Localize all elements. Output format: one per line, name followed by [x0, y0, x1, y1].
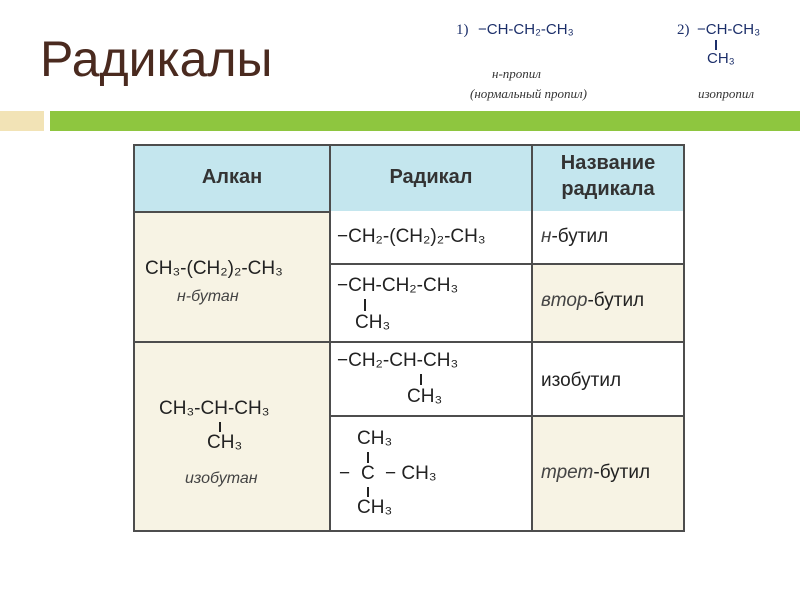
alkane-butane-name: н-бутан — [177, 288, 239, 305]
col-divider-1 — [329, 146, 331, 530]
example-1-formula: −CH-CH₂-CH₃ — [478, 21, 574, 38]
radicals-table — [133, 144, 685, 532]
slide-title: Радикалы — [40, 31, 273, 87]
alkane-isobutane-branch: CH₃ — [207, 432, 243, 453]
group-divider — [135, 341, 683, 343]
radical-tert-butyl-top: CH₃ — [357, 428, 393, 449]
example-2-branch: CH₃ — [707, 50, 735, 67]
name-suffix: -бутил — [551, 226, 609, 247]
col-divider-2 — [531, 146, 533, 530]
radical-tert-butyl-bond-top — [367, 452, 369, 463]
name-suffix: -бутил — [587, 290, 645, 311]
radical-isobutyl-name: изобутил — [541, 370, 622, 391]
alkane-butane-formula: CH₃-(CH₂)₂-CH₃ — [145, 258, 283, 279]
example-1-full-name: (нормальный пропил) — [470, 86, 588, 101]
alkane-isobutane-bond — [219, 422, 221, 432]
header-alkane: Алкан — [201, 166, 263, 188]
radical-isobutyl-branch: CH₃ — [407, 386, 443, 407]
example-1-name: н-пропил — [492, 66, 541, 81]
radical-sec-butyl-formula: −CH-CH₂-CH₃ — [337, 275, 459, 296]
row-divider-1 — [331, 263, 683, 265]
name-prefix: н — [541, 226, 552, 247]
radical-isobutyl-formula: −CH₂-CH-CH₃ — [337, 350, 459, 371]
radical-sec-butyl-name — [541, 290, 644, 312]
name-prefix: втор — [541, 290, 588, 311]
radical-n-butyl-formula: −CH₂-(CH₂)₂-CH₃ — [337, 226, 486, 247]
header-name-line1: Название — [560, 152, 656, 174]
row-divider-2 — [331, 415, 683, 417]
radical-sec-butyl-branch: CH₃ — [355, 312, 391, 333]
radical-isobutyl-bond — [420, 374, 422, 385]
example-2-bond — [715, 40, 717, 50]
radical-tert-butyl-bond-bottom — [367, 487, 369, 497]
radical-tert-butyl-left: − — [339, 463, 351, 484]
header-radical: Радикал — [389, 166, 473, 188]
accent-band-left — [0, 111, 44, 131]
radical-tert-butyl-bottom: CH₃ — [357, 497, 393, 518]
radical-tert-butyl-name — [541, 462, 650, 484]
example-2-formula: −CH-CH₃ — [697, 21, 761, 38]
alkane-isobutane-formula: CH₃-CH-CH₃ — [159, 398, 270, 419]
accent-band-right — [50, 111, 800, 131]
example-2-name: изопропил — [698, 86, 755, 101]
radical-sec-butyl-bond — [364, 299, 366, 311]
name-suffix: -бутил — [593, 462, 651, 483]
radical-tert-butyl-right: − CH₃ — [385, 463, 437, 484]
header-name-line2: радикала — [561, 178, 655, 200]
radical-n-butyl-name — [541, 226, 608, 248]
radical-tert-butyl-center: C — [361, 463, 375, 484]
name-prefix: трет — [541, 462, 594, 483]
example-2-index: 2) — [677, 22, 690, 38]
example-1-index: 1) — [456, 22, 469, 38]
alkane-isobutane-name: изобутан — [185, 470, 258, 487]
